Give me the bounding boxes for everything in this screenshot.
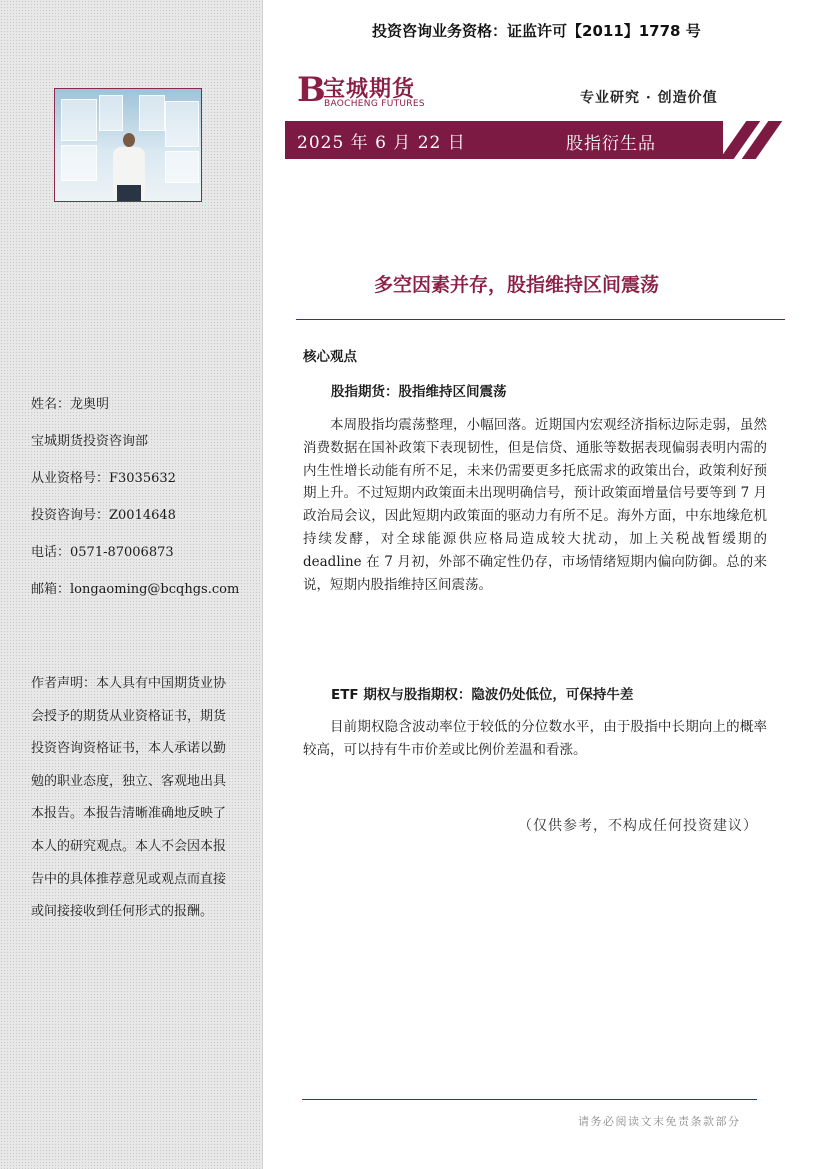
report-category: 股指衍生品 (566, 134, 656, 154)
section-body-index-futures: 本周股指均震荡整理，小幅回落。近期国内宏观经济指标边际走弱，虽然消费数据在国补政策下表现韧性，但是信贷、通胀等数据表现偏弱表明内需的内生性增长动能有所不足，未来仍需要更多托底需求的政策出台，政策利好预期上升。不过短期内政策面未出现明确信号，预计政策面增量信号要等到 7 月政治局会议，因此短期内政策面的驱动力有所不足。海外方面，中东地缘危机持续发酵，对全球能源供应格局造成较大扰动，加上关税战暂缓期的 deadline 在 7 月初，外部不确定性仍存，市场情绪短期内偏向防御。总的来说，短期内股指维持区间震荡。 (303, 417, 767, 593)
logo-english-name: BAOCHENG FUTURES (324, 99, 425, 109)
section-heading-index-futures: 股指期货：股指维持区间震荡 (331, 384, 507, 400)
display-panel (61, 99, 97, 141)
investment-disclaimer: （仅供参考，不构成任何投资建议） (518, 818, 758, 834)
core-views-heading: 核心观点 (303, 349, 357, 365)
display-panel (139, 95, 165, 131)
author-info (31, 395, 241, 617)
display-panel (61, 145, 97, 181)
author-consulting-number: 投资咨询号：Z0014648 (31, 508, 176, 523)
cover-image (54, 88, 202, 202)
section-body-options: 目前期权隐含波动率位于较低的分位数水平，由于股指中长期向上的概率较高，可以持有牛市价差或比例价差温和看涨。 (303, 719, 767, 758)
person-legs (117, 185, 141, 201)
person-head (123, 133, 135, 147)
author-qualification-number: 从业资格号：F3035632 (31, 471, 176, 486)
section-heading-options: ETF 期权与股指期权：隐波仍处低位，可保持牛差 (331, 687, 634, 703)
logo-chinese-name: 宝城期货 (323, 76, 416, 102)
author-department: 宝城期货投资咨询部 (31, 434, 149, 449)
author-phone: 电话：0571-87006873 (31, 545, 174, 560)
author-name: 姓名：龙奥明 (31, 397, 110, 412)
qualification-line: 投资咨询业务资格：证监许可【2011】1778 号 (372, 22, 701, 40)
author-declaration: 作者声明：本人具有中国期货业协会授予的期货从业资格证书，期货投资咨询资格证书，本人承诺以勤勉的职业态度，独立、客观地出具本报告。本报告清晰准确地反映了本人的研究观点。本人不会因本报告中的具体推荐意见或观点而直接或间接接收到任何形式的报酬。 (31, 676, 227, 920)
report-title: 多空因素并存，股指维持区间震荡 (374, 274, 660, 296)
display-panel (165, 101, 199, 147)
logo-mark: B (297, 70, 326, 110)
footer-note: 请务必阅读文末免责条款部分 (578, 1115, 741, 1128)
sidebar (0, 0, 263, 1169)
date-banner (285, 121, 785, 159)
company-slogan: 专业研究 · 创造价值 (580, 90, 718, 106)
footer-divider (302, 1099, 757, 1100)
title-divider (296, 319, 785, 320)
report-date: 2025 年 6 月 22 日 (297, 133, 466, 153)
display-panel (99, 95, 123, 131)
author-email: 邮箱：longaoming@bcqhgs.com (31, 582, 240, 597)
display-panel (165, 151, 199, 183)
